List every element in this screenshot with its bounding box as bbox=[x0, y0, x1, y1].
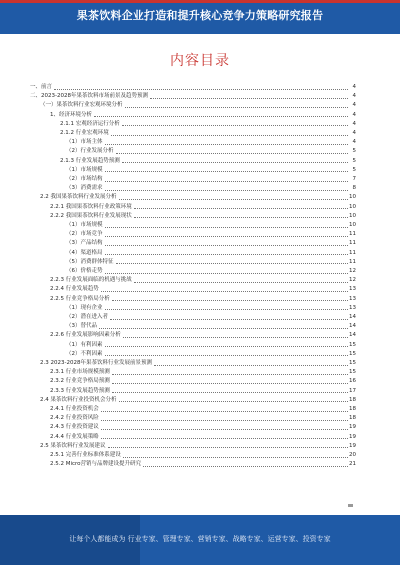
toc-entry-page: 4 bbox=[352, 102, 356, 109]
toc-entry-label: （2）市场结构 bbox=[66, 176, 103, 182]
toc-heading: 内容目录 bbox=[170, 53, 230, 69]
toc-entry-page: 15 bbox=[349, 369, 356, 376]
toc-entry-label: 2.5.2 Micro营销与品牌建设提升研究 bbox=[50, 461, 142, 468]
header-accent-stripe bbox=[0, 0, 400, 3]
toc-entry-page: 19 bbox=[349, 433, 356, 440]
toc-entry-page: 13 bbox=[349, 286, 356, 293]
toc-entry-page: 18 bbox=[349, 396, 356, 403]
toc-entry-label: 2.3 2023-2028年果茶饮料行业发展前景预测 bbox=[40, 360, 152, 366]
toc-entry-label: （1）市场规模 bbox=[66, 166, 103, 173]
toc-entry-label: 2.4.3 行业投资建议 bbox=[50, 424, 99, 431]
toc-entry-label: 2.5 果茶饮料行业发展建议 bbox=[40, 442, 106, 449]
toc-entry-page: 18 bbox=[349, 406, 356, 412]
toc-entry-label: 2.1.2 行业宏观环境 bbox=[60, 130, 109, 136]
toc-entry-page: 10 bbox=[349, 203, 356, 210]
toc-entry-label: 2.2 我国果茶饮料行业发展分析 bbox=[40, 194, 117, 201]
toc-entry-page: 18 bbox=[349, 415, 356, 422]
toc-entry-label: （2）不利因素 bbox=[66, 350, 103, 357]
toc-entry[interactable] bbox=[0, 459, 400, 469]
toc-entry-page: 15 bbox=[349, 360, 356, 366]
toc-entry-page: 4 bbox=[352, 139, 356, 146]
toc-entry-label: 2.3.3 行业发展趋势预测 bbox=[50, 387, 110, 394]
toc-entry-label: 一、前言 bbox=[30, 84, 53, 90]
toc-entry-label: 2.2.3 行业发展面临的机遇与挑战 bbox=[50, 277, 132, 284]
toc-entry-label: 2.4 果茶饮料行业投资机会分析 bbox=[40, 396, 117, 403]
toc-entry-page: 15 bbox=[349, 341, 356, 348]
toc-dot-leader bbox=[143, 459, 348, 469]
toc-entry-label: 1、经济环境分析 bbox=[50, 111, 92, 118]
toc-entry-label: （3）消费需求 bbox=[66, 185, 103, 192]
toc-entry-label: 2.3.2 行业竞争格局预测 bbox=[50, 378, 110, 385]
toc-entry-page: 11 bbox=[349, 249, 356, 256]
toc-entry-label: 2.4.2 行业投资风险 bbox=[50, 415, 99, 422]
toc-entry-label: （1）市场主体 bbox=[66, 139, 103, 146]
report-title: 果茶饮料企业打造和提升核心竞争力策略研究报告 bbox=[76, 9, 324, 22]
toc-entry-label: （1）现有企业 bbox=[66, 304, 103, 311]
toc-entry-page: 16 bbox=[349, 378, 356, 385]
toc-entry-label: 2.5.1 完善行业标准体系建设 bbox=[50, 452, 121, 458]
toc-entry-label: 2.4.1 行业投资机会 bbox=[50, 406, 99, 412]
toc-entry-page: 10 bbox=[349, 194, 356, 201]
footer-banner bbox=[0, 515, 400, 565]
toc-entry-label: （一）果茶饮料行业宏观环境分析 bbox=[40, 102, 123, 109]
toc-entry-label: （3）产品结构 bbox=[66, 240, 103, 247]
toc-entry-label: 2.4.4 行业发展策略 bbox=[50, 433, 99, 440]
toc-entry-page: 15 bbox=[349, 350, 356, 357]
toc-entry-page: 13 bbox=[349, 295, 356, 302]
toc-entry-label: （1）有利因素 bbox=[66, 341, 103, 348]
toc-entry-page: 4 bbox=[352, 93, 356, 100]
toc-entry-page: 14 bbox=[349, 323, 356, 330]
toc-entry-page: 11 bbox=[349, 231, 356, 238]
toc-entry-label: （6）价格走势 bbox=[66, 268, 103, 274]
toc-entry-page: 5 bbox=[352, 166, 356, 173]
footer-slogan: 让每个人都能成为 行业专家、管理专家、营销专家、战略专家、运营专家、投资专家 bbox=[69, 535, 331, 543]
toc-entry-page: 12 bbox=[349, 277, 356, 284]
toc-entry-page: 20 bbox=[349, 452, 356, 458]
toc-entry-page: 5 bbox=[352, 157, 356, 164]
toc-entry-page: 13 bbox=[349, 304, 356, 311]
toc-entry-label: （5）消费群体特征 bbox=[66, 258, 114, 265]
toc-entry-label: 2.1.3 行业发展趋势预测 bbox=[60, 157, 120, 164]
toc-entry-page: 17 bbox=[349, 387, 356, 394]
toc-entry-page: 12 bbox=[349, 268, 356, 274]
toc-entry-label: 2.2.5 行业竞争格局分析 bbox=[50, 295, 110, 302]
toc-entry-label: （2）市场竞争 bbox=[66, 231, 103, 238]
toc-entry-page: 8 bbox=[352, 185, 356, 192]
toc-entry-label: 2.3.1 行业市场规模预测 bbox=[50, 369, 110, 376]
toc-entry-label: 2.2.6 行业发展影响因素分析 bbox=[50, 332, 121, 339]
toc-entry-label: 2.2.1 我国果茶饮料行业政策环境 bbox=[50, 203, 132, 210]
toc-entry-page: 7 bbox=[352, 176, 356, 182]
toc-entry-page: 19 bbox=[349, 442, 356, 449]
toc-entry-page: 4 bbox=[352, 120, 356, 127]
toc-entry-page: 4 bbox=[352, 84, 356, 90]
toc-entry-page: 4 bbox=[352, 111, 356, 118]
toc-entry-page: 10 bbox=[349, 212, 356, 219]
toc-entry-label: 2.2.2 我国果茶饮料行业发展现状 bbox=[50, 212, 132, 219]
toc-entry-page: 11 bbox=[349, 240, 356, 247]
toc-entry-page: 4 bbox=[352, 130, 356, 136]
toc-entry-label: （2）行业发展分析 bbox=[66, 148, 114, 155]
toc-entry-label: （2）潜在进入者 bbox=[66, 314, 108, 320]
toc-entry-label: （4）渠道格局 bbox=[66, 249, 103, 256]
toc-entry-page: 21 bbox=[349, 461, 356, 468]
toc-entry-label: 二、2023-2028年果茶饮料市场前景及趋势预测 bbox=[30, 93, 148, 100]
toc-entry-page: 14 bbox=[349, 332, 356, 339]
toc-entry-page: 10 bbox=[349, 222, 356, 228]
toc-entry-page: 11 bbox=[349, 258, 356, 265]
toc-entry-label: （1）市场规模 bbox=[66, 222, 103, 228]
toc-entry-label: （3）替代品 bbox=[66, 323, 97, 330]
toc-entry-page: 14 bbox=[349, 314, 356, 320]
toc-entry-label: 2.1.1 宏观经济运行分析 bbox=[60, 120, 120, 127]
toc-entry-page: 19 bbox=[349, 424, 356, 431]
toc-entry-label: 2.2.4 行业发展趋势 bbox=[50, 286, 99, 293]
toc-entry-page: 5 bbox=[352, 148, 356, 155]
page-number-marker bbox=[348, 504, 353, 507]
